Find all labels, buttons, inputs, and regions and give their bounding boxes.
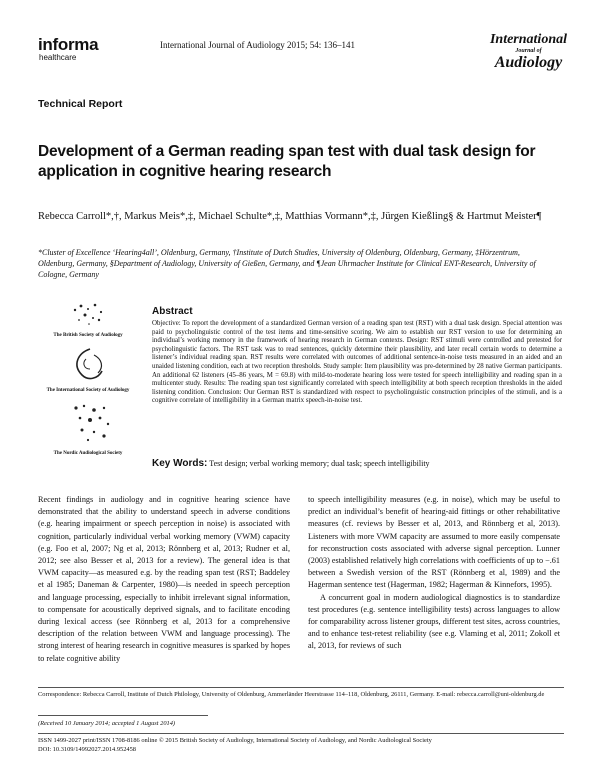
journal-logo-line2: Journal of [515, 48, 542, 54]
body-paragraph: to speech intelligibility measures (e.g. in noise), which may be useful to predict an individual’s benefit of hearing-aid fittings or other rehabilitative measures (cf. reviews by Besser et al, 2013, and Rönnberg et al, 2013). Listeners with more VWM capacity are assumed to more easily compensate for reconstruction costs associated with adverse signal perception. Lunner (2003) established relatively high correlations with coefficients of up to −.61 between a Swedish version of the RST (Rönnberg et al, 1989) and the Hagerman sentence test (Hagerman, 1982; Hagerman & Kinnefors, 1995). [308, 495, 560, 590]
journal-citation: International Journal of Audiology 2015; 54: 136–141 [160, 40, 355, 50]
body-paragraph: A concurrent goal in modern audiological diagnostics is to standardize test procedures (e.g. sentence intelligibility tests) across languages to allow for comparability across listener groups, different test sites, across countries, and to enhance test-retest reliability (see e.g. Vlaming et al, 2011; Zokoll et al, 2013, for reviews of such [308, 592, 560, 651]
footer-divider [38, 715, 208, 716]
publisher-subtitle: healthcare [39, 53, 77, 62]
society-nas: The Nordic Audiological Society [53, 451, 123, 456]
paper-title: Development of a German reading span test with dual task design for application in cognitive hearing research [38, 143, 536, 180]
abstract-heading: Abstract [152, 306, 193, 317]
abstract-text: Objective: To report the development of a standardized German version of a reading span test (RST) with a dual task design. Special attention was paid to psycholinguistic control of the test items and time-sensitive scoring. We aim to establish our RST version to use for determining an individual’s working memory in the framework of hearing research in German contexts. Design: RST stimuli were controlled and pretested for psycholinguistic factors. The RST task was to read sentences, quickly determine their plausibility, and later recall certain words to determine a listener’s individual reading span. RST results were correlated with outcomes of additional sentence-in-noise tests measured in an aided and an unaided listening condition, each at two reception thresholds. Study sample: Item plausibility was pre-determined by 28 native German participants. An additional 62 listeners (45–86 years, M = 69.8) with mild-to-moderate hearing loss were tested for speech intelligibility and reading span in a multicenter study. Results: The reading span test significantly correlated with speech intelligibility at both speech reception thresholds in the aided listening condition. Conclusion: Our German RST is standardized with respect to psycholinguistic construction principles of the stimuli, and is a cognitive correlate of intelligibility in a German matrix speech-in-noise test. [152, 320, 562, 405]
section-label: Technical Report [38, 98, 123, 110]
body-column-left [38, 494, 290, 665]
correspondence: Correspondence: Rebecca Carroll, Institute of Dutch Philology, University of Oldenburg, Ammerländer Heerstrasse 114–118, Oldenburg, 26111, Germany. E-mail: rebecca.carroll@uni-oldenburg.de [38, 691, 545, 698]
keywords-label: Key Words: [152, 458, 208, 469]
journal-logo-line3: Audiology [494, 54, 563, 71]
journal-logo-line1: International [489, 32, 567, 47]
society-isa: The International Society of Audiology [46, 388, 130, 393]
journal-logo [490, 33, 567, 71]
affiliations: *Cluster of Excellence ‘Hearing4all’, Oldenburg, Germany, †Institute of Dutch Studies, University of Oldenburg, Oldenburg, Germany, ‡Hörzentrum, Oldenburg, Germany, §Department of Audiology, University of Gießen, Germany, and ¶Jean Uhrmacher Institute for Clinical ENT-Research, University of Cologne, Germany [38, 248, 536, 279]
publisher-logo: informa [38, 35, 99, 54]
nas-logo-icon [62, 400, 122, 448]
keywords [152, 458, 572, 469]
footer-divider [38, 687, 564, 688]
footer-divider [38, 733, 564, 734]
body-paragraph: Recent findings in audiology and in cognitive hearing science have demonstrated that the ability to understand speech in adverse conditions (e.g. hearing impairment or speech perception in noise) is associated with cognition, particularly individual verbal working memory (VWM) capacity (e.g. Foo et al, 2007; Ng et al, 2013; Rönnberg et al, 2013; Rudner et al, 2012; see also Besser et al, 2013 for a review). The general idea is that VWM capacity—as measured e.g. by the reading span test (RST; Baddeley et al 1985; Daneman & Carpenter, 1980)—is needed in speech perception and language processing, especially to inhibit irrelevant signal information, to compensate for acoustically deprived signals, and to facilitate encoding during lexical access (see Rönnberg et al, 2013 for a comprehensive description of the relation between VWM and language processing). The strong interest of hearing research in cognitive measures is sparked by hopes to relate cognitive ability [38, 495, 290, 663]
issn-line: ISSN 1499-2027 print/ISSN 1708-8186 online © 2015 British Society of Audiology, International Society of Audiology, and Nordic Audiological Society [38, 737, 432, 744]
isa-logo-icon [60, 345, 120, 385]
body-column-right [308, 494, 560, 653]
authors: Rebecca Carroll*,†, Markus Meis*,‡, Michael Schulte*,‡, Matthias Vormann*,‡, Jürgen Kießling§ & Hartmut Meister¶ [38, 211, 542, 222]
doi-line: DOI: 10.3109/14992027.2014.952458 [38, 746, 136, 753]
bsa-logo-icon [55, 300, 125, 330]
keywords-text: Test design; verbal working memory; dual task; speech intelligibility [209, 459, 430, 468]
society-bsa: The British Society of Audiology [53, 333, 123, 338]
received-dates: (Received 10 January 2014; accepted 1 August 2014) [38, 720, 176, 727]
